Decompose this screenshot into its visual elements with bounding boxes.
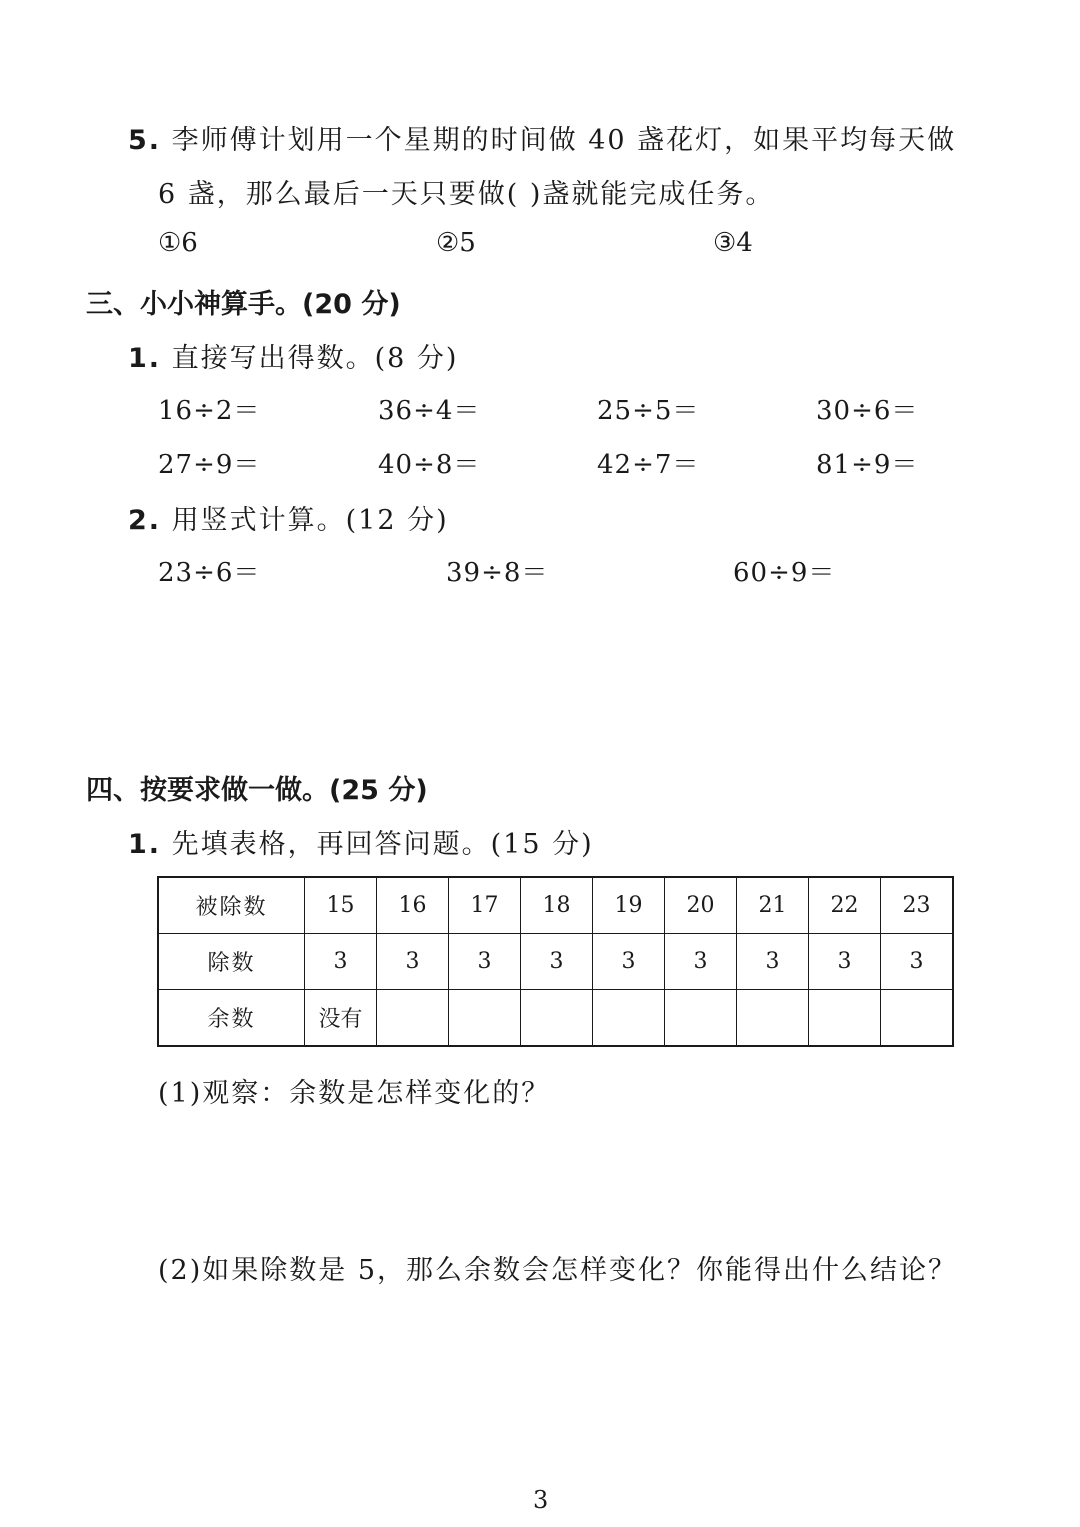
table-cell: 17 bbox=[449, 877, 521, 934]
table-cell: 3 bbox=[593, 934, 665, 990]
equation: 16÷2＝ bbox=[158, 396, 261, 426]
table-row-divisor bbox=[158, 934, 953, 990]
table-cell: 3 bbox=[521, 934, 593, 990]
answer-cell[interactable] bbox=[449, 990, 521, 1047]
row-header: 被除数 bbox=[158, 877, 305, 934]
page-number: 3 bbox=[533, 1486, 549, 1514]
answer-cell[interactable] bbox=[665, 990, 737, 1047]
question-5-line-1 bbox=[128, 118, 956, 157]
equation: 42÷7＝ bbox=[597, 450, 700, 480]
table-cell: 15 bbox=[305, 877, 377, 934]
table-cell: 23 bbox=[881, 877, 954, 934]
answer-cell[interactable] bbox=[593, 990, 665, 1047]
table-cell: 20 bbox=[665, 877, 737, 934]
table-cell: 3 bbox=[665, 934, 737, 990]
question-observe: (1)观察：余数是怎样变化的？ bbox=[158, 1078, 551, 1109]
table-cell: 19 bbox=[593, 877, 665, 934]
section-3-title: 三、小小神算手。(20 分) bbox=[86, 289, 401, 320]
table-cell: 没有 bbox=[305, 990, 377, 1047]
option-1[interactable]: ①6 bbox=[158, 228, 198, 258]
sub-text: 用竖式计算。(12 分) bbox=[171, 505, 449, 536]
remainder-table bbox=[157, 876, 954, 1047]
answer-cell[interactable] bbox=[521, 990, 593, 1047]
equation: 36÷4＝ bbox=[378, 396, 481, 426]
equation: 27÷9＝ bbox=[158, 450, 261, 480]
table-cell: 3 bbox=[737, 934, 809, 990]
section-3-sub-2 bbox=[128, 498, 449, 537]
sub-number: 1. bbox=[128, 829, 162, 860]
question-text: 李师傅计划用一个星期的时间做 40 盏花灯，如果平均每天做 bbox=[171, 125, 957, 156]
equation: 81÷9＝ bbox=[816, 450, 919, 480]
sub-number: 1. bbox=[128, 343, 162, 374]
option-2[interactable]: ②5 bbox=[436, 228, 476, 258]
section-4-sub-1 bbox=[128, 822, 594, 861]
table-row-remainder bbox=[158, 990, 953, 1047]
answer-cell[interactable] bbox=[809, 990, 881, 1047]
option-3[interactable]: ③4 bbox=[713, 228, 753, 258]
equation: 30÷6＝ bbox=[816, 396, 919, 426]
sub-number: 2. bbox=[128, 505, 162, 536]
answer-cell[interactable] bbox=[737, 990, 809, 1047]
section-4-title: 四、按要求做一做。(25 分) bbox=[86, 775, 428, 806]
table-cell: 22 bbox=[809, 877, 881, 934]
sub-text: 先填表格，再回答问题。(15 分) bbox=[171, 829, 594, 860]
equation: 60÷9＝ bbox=[733, 558, 836, 588]
answer-cell[interactable] bbox=[881, 990, 954, 1047]
answer-cell[interactable] bbox=[377, 990, 449, 1047]
row-header: 除数 bbox=[158, 934, 305, 990]
table-cell: 18 bbox=[521, 877, 593, 934]
table-cell: 3 bbox=[305, 934, 377, 990]
table-cell: 16 bbox=[377, 877, 449, 934]
table-cell: 3 bbox=[809, 934, 881, 990]
table-cell: 3 bbox=[377, 934, 449, 990]
row-header: 余数 bbox=[158, 990, 305, 1047]
question-5-line-2: 6 盏，那么最后一天只要做( )盏就能完成任务。 bbox=[158, 179, 775, 210]
table-cell: 3 bbox=[449, 934, 521, 990]
table-cell: 3 bbox=[881, 934, 954, 990]
equation: 40÷8＝ bbox=[378, 450, 481, 480]
table-row-dividend bbox=[158, 877, 953, 934]
question-conclusion: (2)如果除数是 5，那么余数会怎样变化？你能得出什么结论？ bbox=[158, 1255, 958, 1286]
equation: 23÷6＝ bbox=[158, 558, 261, 588]
question-number: 5. bbox=[128, 125, 162, 156]
equation: 39÷8＝ bbox=[446, 558, 549, 588]
section-3-sub-1 bbox=[128, 336, 458, 375]
table-cell: 21 bbox=[737, 877, 809, 934]
equation: 25÷5＝ bbox=[597, 396, 700, 426]
sub-text: 直接写出得数。(8 分) bbox=[171, 343, 459, 374]
